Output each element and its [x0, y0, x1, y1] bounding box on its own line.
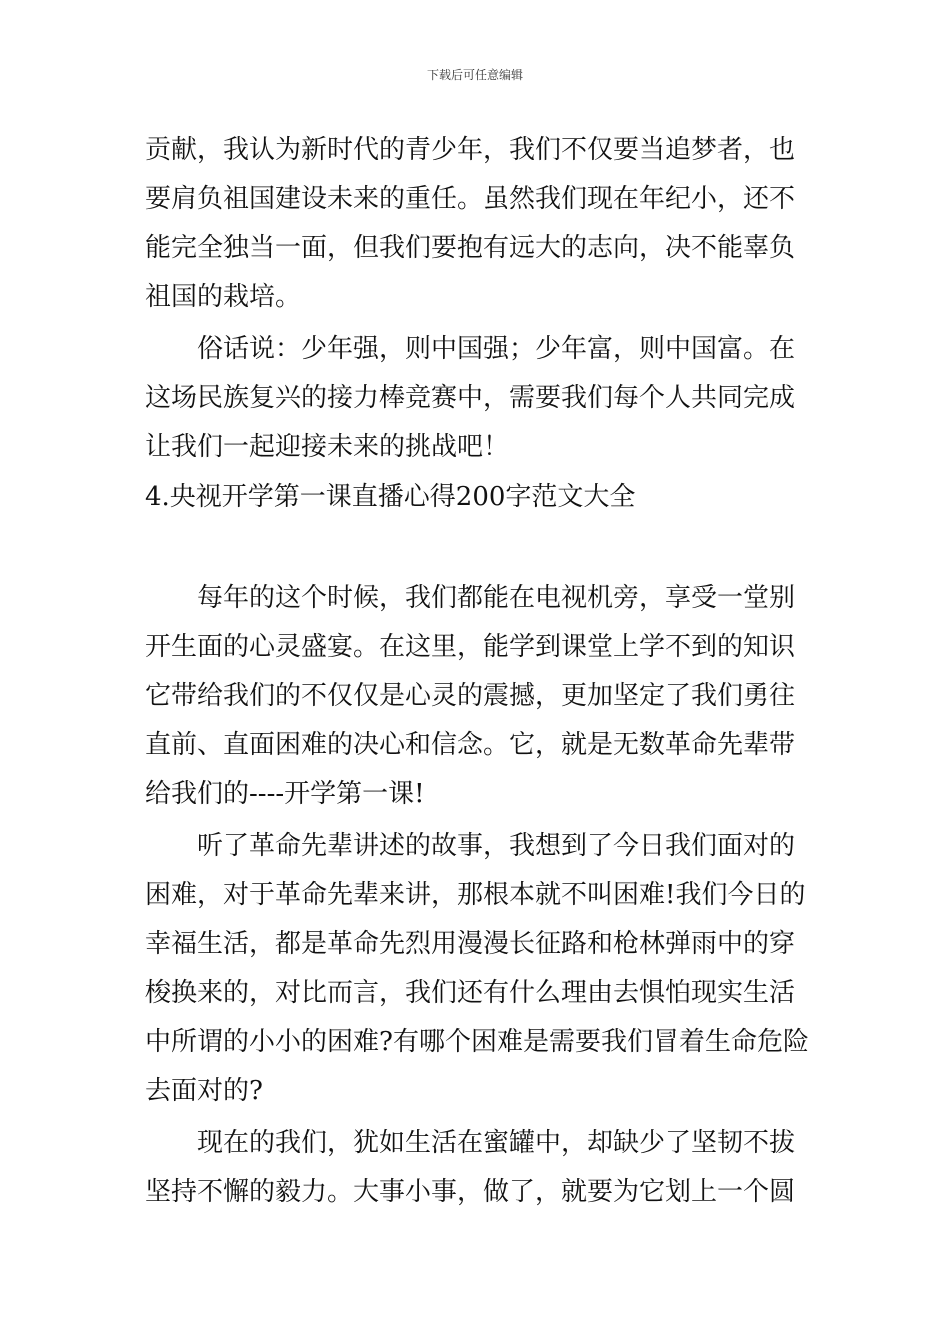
paragraph-line: 它带给我们的不仅仅是心灵的震撼，更加坚定了我们勇往	[145, 681, 796, 711]
header-note: 下载后可任意编辑	[426, 68, 523, 82]
paragraph-line: 能完全独当一面，但我们要抱有远大的志向，决不能辜负	[145, 233, 796, 263]
paragraph-line: 去面对的?	[145, 1076, 263, 1106]
paragraph-line: 每年的这个时候，我们都能在电视机旁，享受一堂别	[197, 583, 796, 613]
paragraph-line: 要肩负祖国建设未来的重任。虽然我们现在年纪小，还不	[145, 184, 796, 214]
paragraph-line: 中所谓的小小的困难?有哪个困难是需要我们冒着生命危险	[145, 1027, 809, 1057]
paragraph-line: 困难，对于革命先辈来讲，那根本就不叫困难!我们今日的	[145, 880, 806, 910]
section-heading: 4.央视开学第一课直播心得200字范文大全	[145, 482, 636, 512]
paragraph-line: 现在的我们，犹如生活在蜜罐中，却缺少了坚韧不拔	[197, 1128, 796, 1158]
paragraph-line: 梭换来的，对比而言，我们还有什么理由去惧怕现实生活	[145, 978, 796, 1008]
paragraph-line: 这场民族复兴的接力棒竞赛中，需要我们每个人共同完成	[145, 383, 796, 413]
paragraph-line: 俗话说：少年强，则中国强；少年富，则中国富。在	[197, 334, 796, 364]
paragraph-line: 给我们的----开学第一课!	[145, 779, 425, 809]
paragraph-line: 坚持不懈的毅力。大事小事，做了，就要为它划上一个圆	[145, 1177, 796, 1207]
paragraph-line: 贡献，我认为新时代的青少年，我们不仅要当追梦者，也	[145, 135, 796, 165]
paragraph-line: 让我们一起迎接未来的挑战吧！	[145, 432, 510, 462]
paragraph-line: 听了革命先辈讲述的故事，我想到了今日我们面对的	[197, 831, 796, 861]
paragraph-line: 幸福生活，都是革命先烈用漫漫长征路和枪林弹雨中的穿	[145, 929, 796, 959]
paragraph-line: 直前、直面困难的决心和信念。它，就是无数革命先辈带	[145, 730, 796, 760]
paragraph-line: 开生面的心灵盛宴。在这里，能学到课堂上学不到的知识	[145, 632, 796, 662]
paragraph-line: 祖国的栽培。	[145, 282, 302, 312]
